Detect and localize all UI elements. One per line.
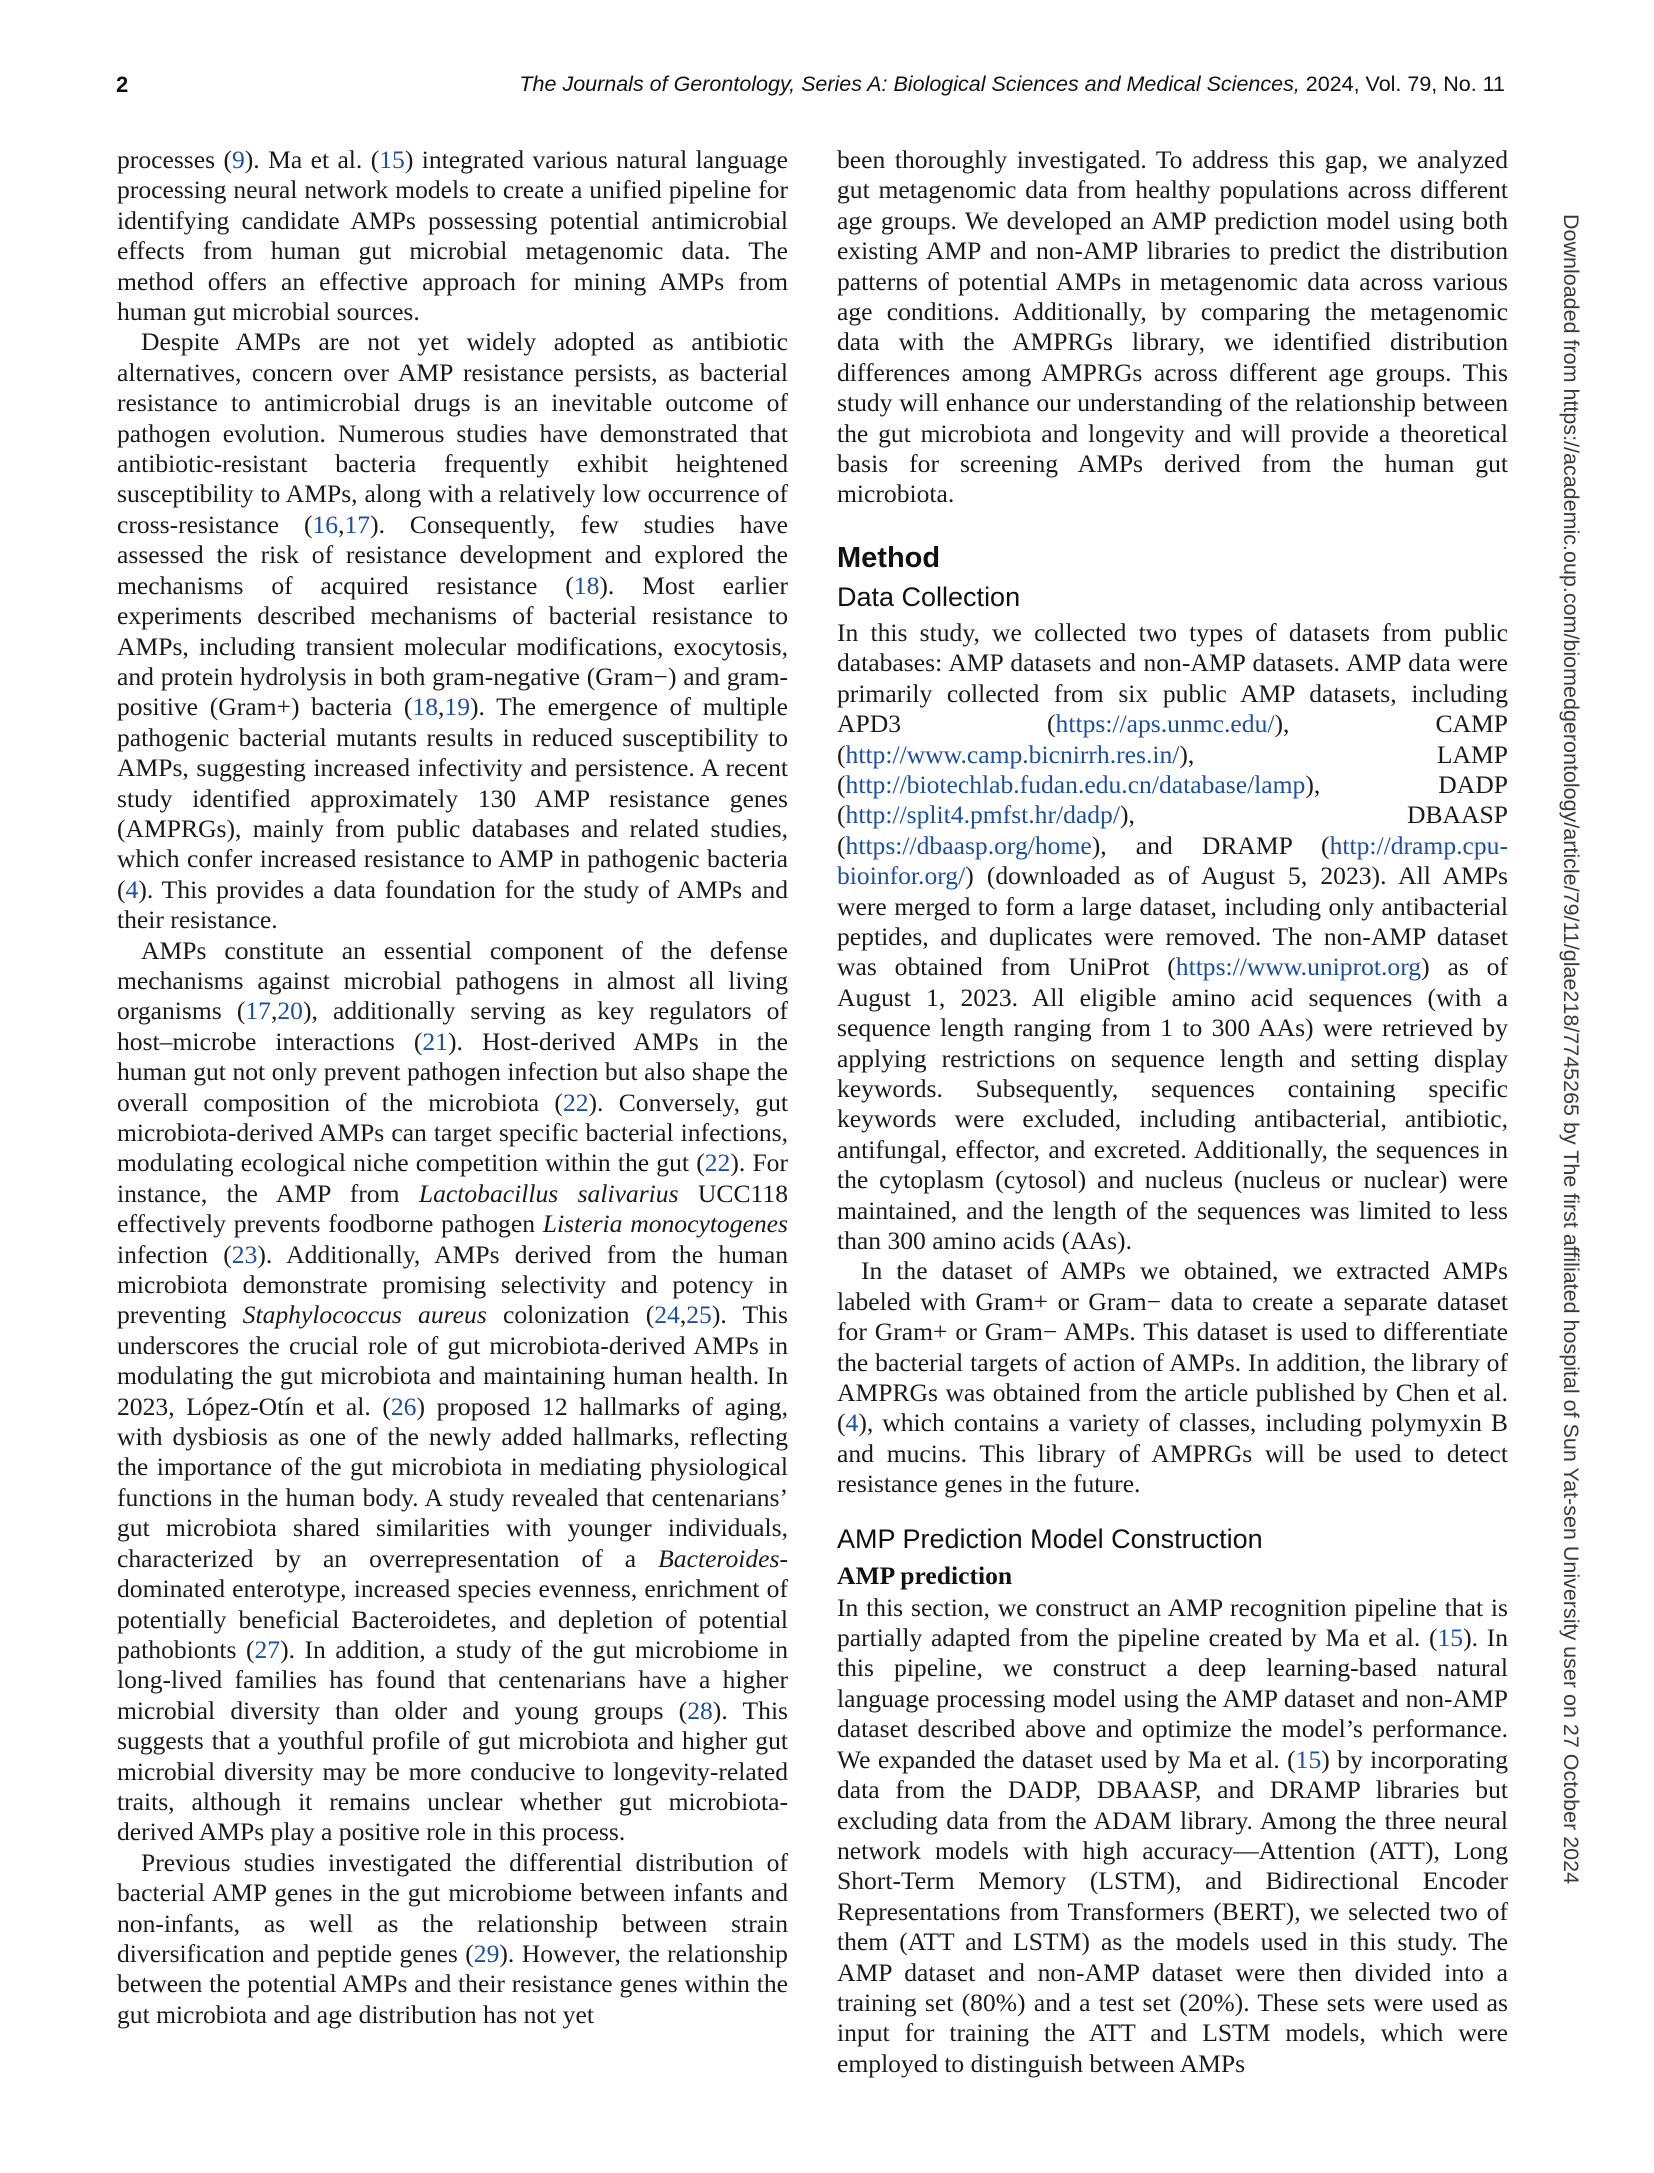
url-link[interactable]: http://biotechlab.fudan.edu.cn/database/lamp xyxy=(845,769,1306,799)
url-link[interactable]: https://www.uniprot.org xyxy=(1175,952,1422,982)
citation-link[interactable]: 28 xyxy=(687,1695,713,1725)
citation-link[interactable]: 15 xyxy=(1295,1744,1322,1774)
url-link[interactable]: http://www.camp.bicnirrh.res.in/ xyxy=(845,739,1180,769)
citation-link[interactable]: 22 xyxy=(704,1148,731,1178)
paragraph: Despite AMPs are not yet widely adopted as antibiotic alternatives, concern over AMP resistance persists, as bacterial resistance to antimicrobial drugs is an inevitable outcome of pathogen evolution. Numerous studies have demonstrated that antibiotic-resistant bacteria frequently exhibit heightened susceptibility to AMPs, along with a relatively low occurrence of cross-resistance (16,17). Consequently, few studies have assessed the risk of resistance development and explored the mechanisms of acquired resistance (18). Most earlier experiments described mechanisms of bacterial resistance to AMPs, including transient molecular modifications, exocytosis, and protein hydrolysis in both gram-negative (Gram−) and gram-positive (Gram+) bacteria (18,19). The emergence of multiple pathogenic bacterial mutants results in reduced susceptibility to AMPs, suggesting increased infectivity and persistence. A recent study identified approximately 130 AMP resistance genes (AMPRGs), mainly from public databases and related studies, which confer increased resistance to AMP in pathogenic bacteria (4). This provides a data foundation for the study of AMPs and their resistance. xyxy=(117,327,788,935)
subsubsection-heading-amp-prediction: AMP prediction xyxy=(837,1560,1013,1590)
species-name: Listeria monocytogenes xyxy=(542,1209,788,1239)
citation-link[interactable]: 25 xyxy=(686,1300,712,1330)
paragraph: In the dataset of AMPs we obtained, we extracted AMPs labeled with Gram+ or Gram− data to create a separate dataset for Gram+ or Gram− AMPs. This dataset is used to differentiate the bacterial targets of action of AMPs. In addition, the library of AMPRGs was obtained from the article published by Chen et al. (4), which contains a variety of classes, including polymyxin B and mucins. This library of AMPRGs will be used to detect resistance genes in the future. xyxy=(837,1256,1508,1499)
citation-link[interactable]: 19 xyxy=(444,692,470,722)
citation-link[interactable]: 16 xyxy=(312,509,339,539)
journal-title: The Journals of Gerontology, Series A: Biological Sciences and Medical Sciences, xyxy=(519,72,1300,96)
citation-link[interactable]: 15 xyxy=(1437,1623,1464,1653)
citation-link[interactable]: 4 xyxy=(845,1408,859,1438)
paragraph: processes (9). Ma et al. (15) integrated various natural language processing neural network models to create a unified pipeline for identifying candidate AMPs possessing potential antimicrobial effects from human gut microbial metagenomic data. The method offers an effective approach for mining AMPs from human gut microbial sources. xyxy=(117,145,788,327)
citation-link[interactable]: 18 xyxy=(573,570,600,600)
right-column xyxy=(837,145,1508,2079)
species-name: Staphylococcus aureus xyxy=(242,1300,487,1330)
citation-link[interactable]: 20 xyxy=(277,996,303,1026)
page-number: 2 xyxy=(116,72,129,97)
citation-link[interactable]: 17 xyxy=(344,509,371,539)
section-heading-method: Method xyxy=(837,541,941,574)
citation-link[interactable]: 21 xyxy=(422,1026,448,1056)
genus-name: Bacteroides xyxy=(658,1543,780,1573)
citation-link[interactable]: 27 xyxy=(254,1634,281,1664)
citation-link[interactable]: 4 xyxy=(125,874,139,904)
citation-link[interactable]: 23 xyxy=(231,1239,258,1269)
download-notice: Downloaded from https://academic.oup.com/biomedgerontology/article/79/11/glae218/7745265 by The first affiliated hospital of Sun Yat-sen University user on 27 October 2024 xyxy=(1559,214,1583,1885)
subsection-heading-amp-model: AMP Prediction Model Construction xyxy=(837,1523,1263,1554)
url-link[interactable]: http://split4.pmfst.hr/dadp/ xyxy=(845,800,1120,830)
paragraph: In this study, we collected two types of datasets from public databases: AMP datasets and non-AMP datasets. AMP data were primarily collected from six public AMP datasets, including APD3 (https://aps.unmc.edu/), CAMP (http://www.camp.bicnirrh.res.in/), LAMP (http://biotechlab.fudan.edu.cn/database/lamp), DADP (http://split4.pmfst.hr/dadp/), DBAASP (https://dbaasp.org/home), and DRAMP (http://dramp.cpu-bioinfor.org/) (downloaded as of August 5, 2023). All AMPs were merged to form a large dataset, including only antibacterial peptides, and duplicates were removed. The non-AMP dataset was obtained from UniProt (https://www.uniprot.org) as of August 1, 2023. All eligible amino acid sequences (with a sequence length ranging from 1 to 300 AAs) were retrieved by applying restrictions on sequence length and setting display keywords. Subsequently, sequences containing specific keywords were excluded, including antibacterial, antibiotic, antifungal, effector, and excreted. Additionally, the sequences in the cytoplasm (cytosol) and nucleus (nucleus or nuclear) were maintained, and the length of the sequences was limited to less than 300 amino acids (AAs). xyxy=(837,617,1508,1255)
citation-link[interactable]: 9 xyxy=(231,145,245,174)
journal-issue: 2024, Vol. 79, No. 11 xyxy=(1299,72,1505,96)
citation-link[interactable]: 18 xyxy=(412,692,438,722)
paragraph: AMPs constitute an essential component of the defense mechanisms against microbial pathogens in almost all living organisms (17,20), additionally serving as key regulators of host–microbe interactions (21). Host-derived AMPs in the human gut not only prevent pathogen infection but also shape the overall composition of the microbiota (22). Conversely, gut microbiota-derived AMPs can target specific bacterial infections, modulating ecological niche competition within the gut (22). For instance, the AMP from Lactobacillus salivarius UCC118 effectively prevents foodborne pathogen Listeria monocytogenes infection (23). Additionally, AMPs derived from the human microbiota demonstrate promising selectivity and potency in preventing Staphylococcus aureus colonization (24,25). This underscores the crucial role of gut microbiota-derived AMPs in modulating the gut microbiota and maintaining human health. In 2023, López-Otín et al. (26) proposed 12 hallmarks of aging, with dysbiosis as one of the newly added hallmarks, reflecting the importance of the gut microbiota in mediating physiological functions in the human body. A study revealed that centenarians’ gut microbiota shared similarities with younger individuals, characterized by an overrepresentation of a Bacteroides-dominated enterotype, increased species evenness, enrichment of potentially beneficial Bacteroidetes, and depletion of potential pathobionts (27). In addition, a study of the gut microbiome in long-lived families has found that centenarians have a higher microbial diversity than older and young groups (28). This suggests that a youthful profile of gut microbiota and higher gut microbial diversity may be more conducive to longevity-related traits, although it remains unclear whether gut microbiota-derived AMPs play a positive role in this process. xyxy=(117,935,789,1847)
citation-link[interactable]: 29 xyxy=(473,1938,500,1968)
citation-link[interactable]: 24 xyxy=(654,1300,680,1330)
url-link[interactable]: https://dbaasp.org/home xyxy=(845,830,1092,860)
url-link[interactable]: https://aps.unmc.edu/ xyxy=(1055,709,1275,739)
paragraph: Previous studies investigated the differential distribution of bacterial AMP genes in the gut microbiome between infants and non-infants, as well as the relationship between strain diversification and peptide genes (29). However, the relationship between the potential AMPs and their resistance genes within the gut microbiota and age distribution has not yet xyxy=(117,1847,788,2029)
citation-link[interactable]: 17 xyxy=(245,996,271,1026)
citation-link[interactable]: 15 xyxy=(379,145,405,174)
left-column xyxy=(117,145,788,2030)
running-head xyxy=(519,72,1505,97)
subsection-heading-data-collection: Data Collection xyxy=(837,581,1021,612)
paragraph: In this section, we construct an AMP recognition pipeline that is partially adapted from the pipeline created by Ma et al. (15). In this pipeline, we construct a deep learning-based natural language processing model using the AMP dataset and non-AMP dataset described above and optimize the model’s performance. We expanded the dataset used by Ma et al. (15) by incorporating data from the DADP, DBAASP, and DRAMP libraries but excluding data from the ADAM library. Among the three neural network models with high accuracy—Attention (ATT), Long Short-Term Memory (LSTM), and Bidirectional Encoder Representations from Transformers (BERT), we selected two of them (ATT and LSTM) as the models used in this study. The AMP dataset and non-AMP dataset were then divided into a training set (80%) and a test set (20%). These sets were used as input for training the ATT and LSTM models, which were employed to distinguish between AMPs xyxy=(837,1592,1509,2078)
species-name: Lactobacillus salivarius xyxy=(418,1178,679,1208)
citation-link[interactable]: 22 xyxy=(562,1087,589,1117)
url-link[interactable]: http://dramp.cpu-bioinfor.org/ xyxy=(837,830,1508,891)
paragraph: been thoroughly investigated. To address this gap, we analyzed gut metagenomic data from healthy populations across different age groups. We developed an AMP prediction model using both existing AMP and non-AMP libraries to predict the distribution patterns of potential AMPs in metagenomic data across various age conditions. Additionally, by comparing the metagenomic data with the AMPRGs library, we identified distribution differences among AMPRGs across different age groups. This study will enhance our understanding of the relationship between the gut microbiota and longevity and will provide a theoretical basis for screening AMPs derived from the human gut microbiota. xyxy=(837,145,1508,509)
citation-link[interactable]: 26 xyxy=(390,1391,417,1421)
